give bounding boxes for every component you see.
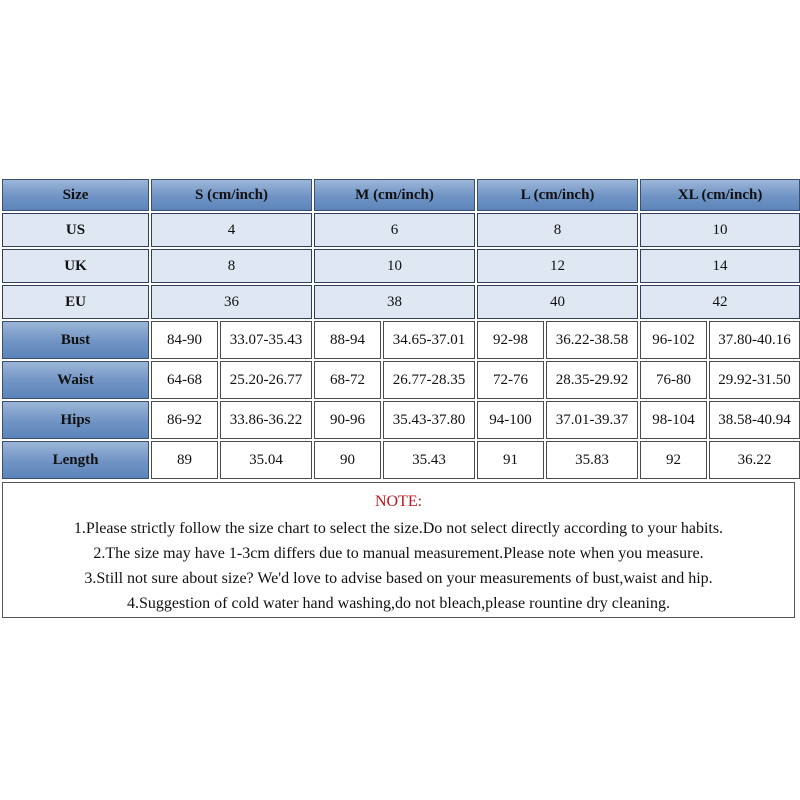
note-line-4: 4.Suggestion of cold water hand washing,do not bleach,please rountine dry cleaning. (127, 595, 670, 612)
note-box (2, 482, 795, 618)
hips-l-cm: 94-100 (477, 401, 544, 439)
eu-value-xl: 42 (640, 285, 800, 319)
bust-m-cm: 88-94 (314, 321, 381, 359)
bust-row (2, 321, 800, 359)
size-chart-table (0, 177, 800, 481)
length-l-inch: 35.83 (546, 441, 638, 479)
hips-l-inch: 37.01-39.37 (546, 401, 638, 439)
waist-xl-cm: 76-80 (640, 361, 707, 399)
waist-s-cm: 64-68 (151, 361, 218, 399)
hips-s-inch: 33.86-36.22 (220, 401, 312, 439)
waist-l-inch: 28.35-29.92 (546, 361, 638, 399)
header-size-xl: XL (cm/inch) (640, 179, 800, 211)
note-line-3: 3.Still not sure about size? We'd love to advise based on your measurements of bust,waist and hip. (84, 570, 713, 587)
waist-m-inch: 26.77-28.35 (383, 361, 475, 399)
hips-row (2, 401, 800, 439)
note-title: NOTE: (374, 493, 423, 510)
length-l-cm: 91 (477, 441, 544, 479)
hips-xl-inch: 38.58-40.94 (709, 401, 800, 439)
header-size-m: M (cm/inch) (314, 179, 475, 211)
row-label-hips: Hips (2, 401, 149, 439)
bust-l-inch: 36.22-38.58 (546, 321, 638, 359)
row-label-us: US (2, 213, 149, 247)
eu-value-m: 38 (314, 285, 475, 319)
waist-row (2, 361, 800, 399)
bust-s-inch: 33.07-35.43 (220, 321, 312, 359)
eu-value-l: 40 (477, 285, 638, 319)
hips-s-cm: 86-92 (151, 401, 218, 439)
us-value-m: 6 (314, 213, 475, 247)
uk-value-xl: 14 (640, 249, 800, 283)
us-value-xl: 10 (640, 213, 800, 247)
row-label-length: Length (2, 441, 149, 479)
length-s-cm: 89 (151, 441, 218, 479)
waist-m-cm: 68-72 (314, 361, 381, 399)
header-size-s: S (cm/inch) (151, 179, 312, 211)
row-label-eu: EU (2, 285, 149, 319)
waist-l-cm: 72-76 (477, 361, 544, 399)
length-m-cm: 90 (314, 441, 381, 479)
row-label-bust: Bust (2, 321, 149, 359)
header-row (2, 179, 800, 211)
us-value-s: 4 (151, 213, 312, 247)
bust-xl-inch: 37.80-40.16 (709, 321, 800, 359)
hips-m-cm: 90-96 (314, 401, 381, 439)
hips-m-inch: 35.43-37.80 (383, 401, 475, 439)
header-size-l: L (cm/inch) (477, 179, 638, 211)
uk-value-s: 8 (151, 249, 312, 283)
uk-value-l: 12 (477, 249, 638, 283)
length-m-inch: 35.43 (383, 441, 475, 479)
bust-xl-cm: 96-102 (640, 321, 707, 359)
length-row (2, 441, 800, 479)
bust-s-cm: 84-90 (151, 321, 218, 359)
length-xl-inch: 36.22 (709, 441, 800, 479)
eu-row (2, 285, 800, 319)
header-size: Size (2, 179, 149, 211)
length-xl-cm: 92 (640, 441, 707, 479)
note-line-2: 2.The size may have 1-3cm differs due to manual measurement.Please note when you measure. (93, 545, 704, 562)
hips-xl-cm: 98-104 (640, 401, 707, 439)
waist-xl-inch: 29.92-31.50 (709, 361, 800, 399)
us-row (2, 213, 800, 247)
bust-m-inch: 34.65-37.01 (383, 321, 475, 359)
length-s-inch: 35.04 (220, 441, 312, 479)
us-value-l: 8 (477, 213, 638, 247)
eu-value-s: 36 (151, 285, 312, 319)
bust-l-cm: 92-98 (477, 321, 544, 359)
waist-s-inch: 25.20-26.77 (220, 361, 312, 399)
row-label-uk: UK (2, 249, 149, 283)
note-line-1: 1.Please strictly follow the size chart to select the size.Do not select directly according to your habits. (73, 520, 724, 537)
row-label-waist: Waist (2, 361, 149, 399)
uk-row (2, 249, 800, 283)
uk-value-m: 10 (314, 249, 475, 283)
